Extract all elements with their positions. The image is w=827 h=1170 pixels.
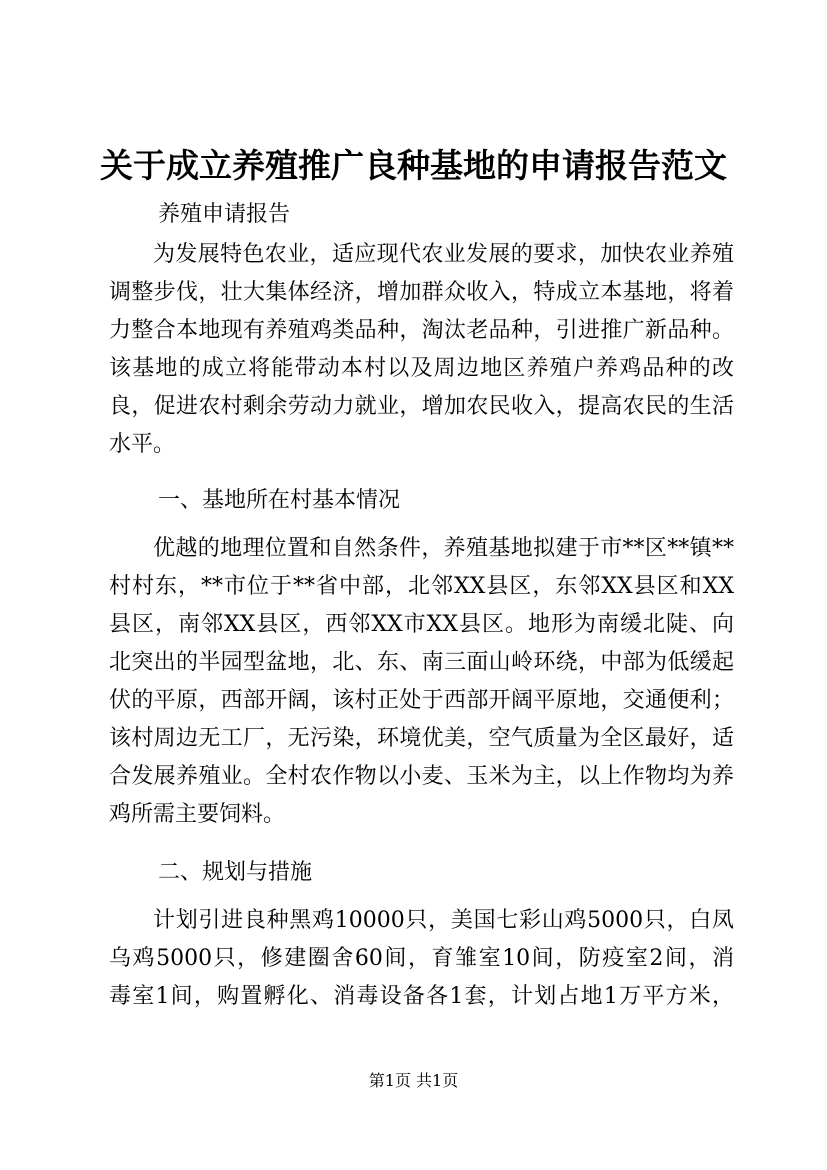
paragraph2-line: 优越的地理位置和自然条件，养殖基地拟建于市**区**镇** — [153, 536, 734, 561]
paragraph2-line: 该村周边无工厂，无污染，环境优美，空气质量为全区最好，适 — [109, 726, 734, 751]
paragraph2-line: 合发展养殖业。全村农作物以小麦、玉米为主，以上作物均为养 — [109, 764, 734, 789]
paragraph1-line: 调整步伐，壮大集体经济，增加群众收入，特成立本基地，将着 — [109, 280, 734, 305]
paragraph2-line: 县区，南邻XX县区，西邻XX市XX县区。地形为南缓北陡、向 — [109, 612, 734, 637]
paragraph3-line: 计划引进良种黑鸡10000只，美国七彩山鸡5000只，白凤 — [153, 908, 734, 933]
document-title: 关于成立养殖推广良种基地的申请报告范文 — [100, 146, 727, 185]
paragraph1-line: 力整合本地现有养殖鸡类品种，淘汰老品种，引进推广新品种。 — [109, 318, 734, 343]
subtitle: 养殖申请报告 — [158, 202, 291, 227]
section2-heading: 二、规划与措施 — [158, 860, 313, 885]
paragraph1-line: 水平。 — [109, 432, 176, 457]
paragraph1-line: 为发展特色农业，适应现代农业发展的要求，加快农业养殖 — [153, 242, 734, 267]
paragraph2-line: 鸡所需主要饲料。 — [109, 802, 286, 827]
paragraph2-line: 北突出的半园型盆地，北、东、南三面山岭环绕，中部为低缓起 — [109, 650, 734, 675]
page-footer: 第1页 共1页 — [368, 1071, 459, 1090]
paragraph3-line: 乌鸡5000只，修建圈舍60间，育雏室10间，防疫室2间，消 — [109, 946, 734, 971]
paragraph1-line: 良，促进农村剩余劳动力就业，增加农民收入，提高农民的生活 — [109, 394, 734, 419]
paragraph2-line: 村村东，**市位于**省中部，北邻XX县区，东邻XX县区和XX — [109, 574, 734, 599]
paragraph2-line: 伏的平原，西部开阔，该村正处于西部开阔平原地，交通便利； — [109, 688, 734, 713]
paragraph1-line: 该基地的成立将能带动本村以及周边地区养殖户养鸡品种的改 — [109, 356, 734, 381]
section1-heading: 一、基地所在村基本情况 — [158, 488, 401, 513]
paragraph3-line: 毒室1间，购置孵化、消毒设备各1套，计划占地1万平方米， — [109, 984, 734, 1009]
